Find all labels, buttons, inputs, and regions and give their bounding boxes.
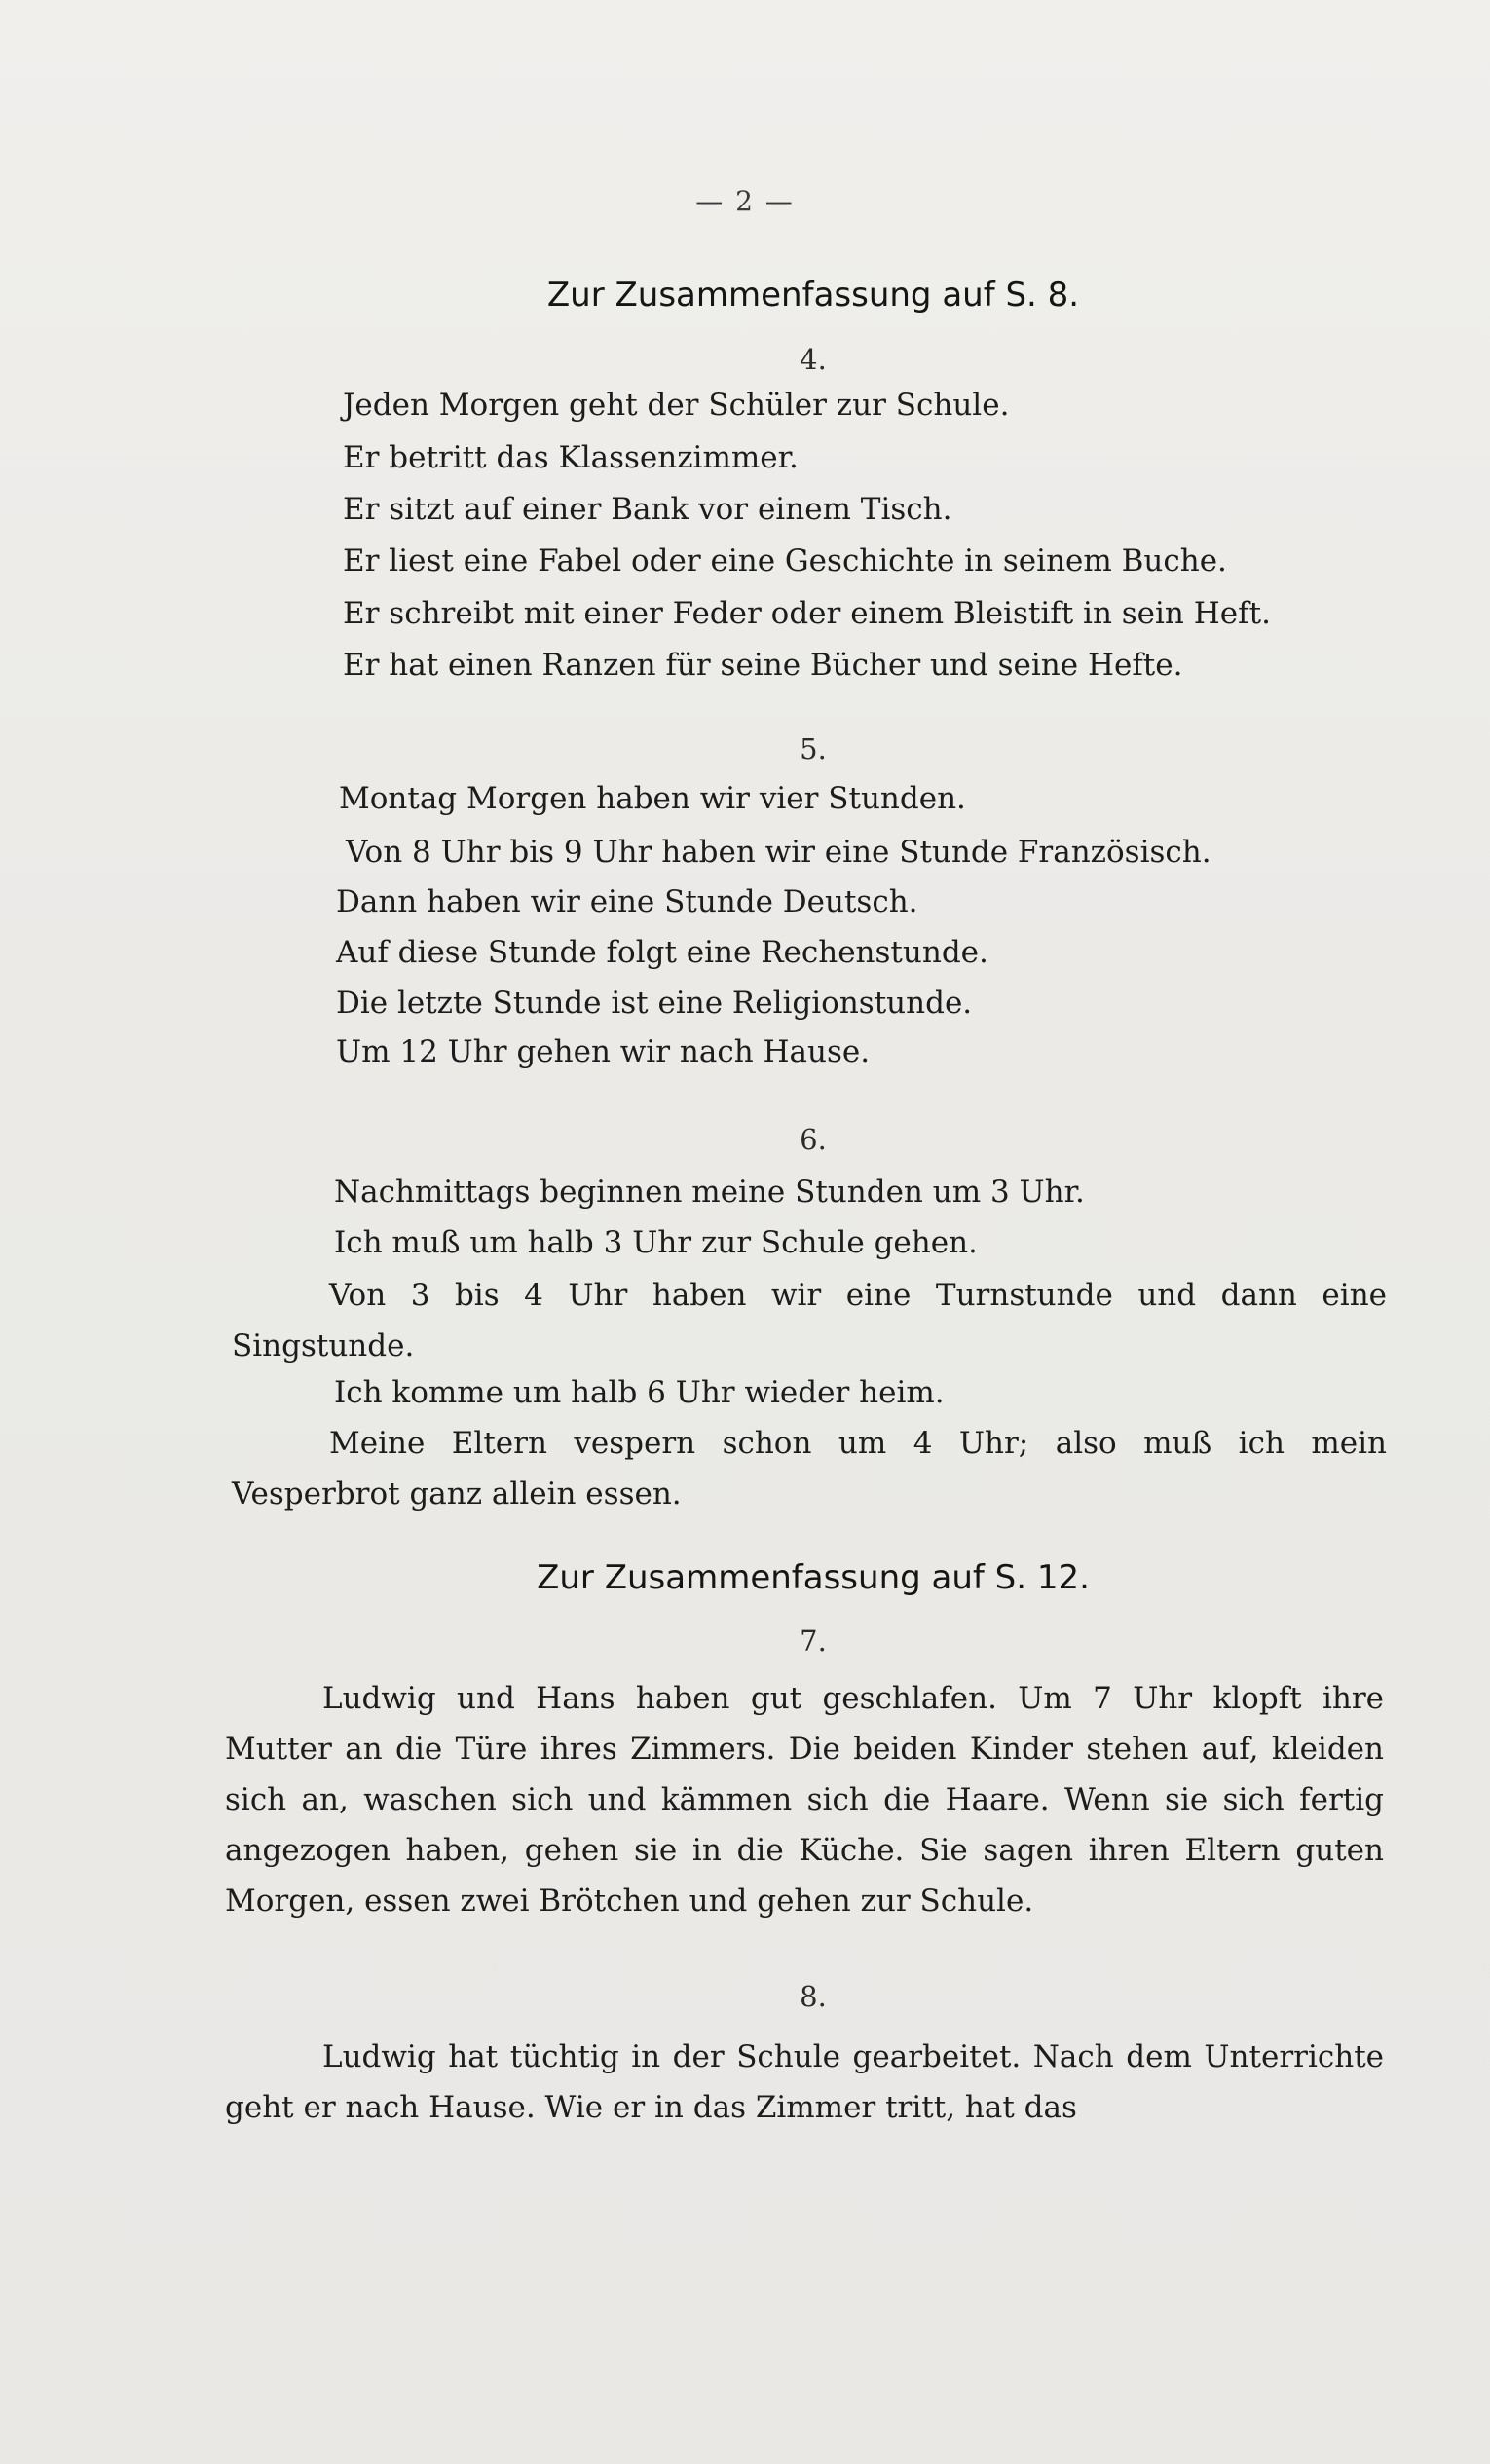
exercise-8-paragraph: Ludwig hat tüchtig in der Schule gearbeitet. Nach dem Unterrichte geht er nach Hause. Wie er in das Zimmer tritt, hat das xyxy=(225,2039,1384,2125)
exercise-5-line: Dann haben wir eine Stunde Deutsch. xyxy=(336,884,918,919)
exercise-5-line: Von 8 Uhr bis 9 Uhr haben wir eine Stunde Französisch. xyxy=(346,835,1211,870)
exercise-4-line: Er schreibt mit einer Feder oder einem Bleistift in sein Heft. xyxy=(343,596,1271,631)
section-heading-s12: Zur Zusammenfassung auf S. 12. xyxy=(537,1558,1090,1597)
page-number: — 2 — xyxy=(695,185,795,217)
exercise-5-line: Um 12 Uhr gehen wir nach Hause. xyxy=(336,1034,871,1069)
exercise-4-line: Er betritt das Klassenzimmer. xyxy=(343,440,799,475)
exercise-number-4: 4. xyxy=(800,343,827,376)
exercise-4-line: Jeden Morgen geht der Schüler zur Schule. xyxy=(343,388,1010,423)
exercise-5-line: Auf diese Stunde folgt eine Rechenstunde. xyxy=(336,935,988,970)
exercise-6-line: Ich muß um halb 3 Uhr zur Schule gehen. xyxy=(334,1225,978,1260)
exercise-4-line: Er sitzt auf einer Bank vor einem Tisch. xyxy=(343,492,952,527)
exercise-number-7: 7. xyxy=(800,1624,827,1658)
exercise-number-5: 5. xyxy=(800,732,827,765)
exercise-number-6: 6. xyxy=(800,1123,827,1156)
exercise-7-paragraph: Ludwig und Hans haben gut geschlafen. Um 7 Uhr klopft ihre Mutter an die Türe ihres Zimmers. Die beiden Kinder stehen auf, kleiden sich an, waschen sich und kämmen sich die Haare. Wenn sie sich fertig angezogen haben, gehen sie in die Küche. Sie sagen ihren Eltern guten Morgen, essen zwei Brötchen und gehen zur Schule. xyxy=(225,1681,1384,1919)
exercise-5-line: Die letzte Stunde ist eine Religionstunde. xyxy=(336,986,973,1021)
exercise-4-line: Er hat einen Ranzen für seine Bücher und seine Hefte. xyxy=(343,648,1183,683)
exercise-6-line: Nachmittags beginnen meine Stunden um 3 Uhr. xyxy=(334,1175,1085,1210)
exercise-number-8: 8. xyxy=(800,1980,827,2013)
exercise-6-paragraph: Von 3 bis 4 Uhr haben wir eine Turnstunde und dann eine Singstunde. xyxy=(232,1278,1387,1363)
section-heading-s8: Zur Zusammenfassung auf S. 8. xyxy=(546,276,1080,315)
exercise-6-paragraph: Meine Eltern vespern schon um 4 Uhr; also muß ich mein Vesperbrot ganz allein essen. xyxy=(232,1426,1387,1512)
exercise-5-line: Montag Morgen haben wir vier Stunden. xyxy=(339,781,966,816)
exercise-6-line: Ich komme um halb 6 Uhr wieder heim. xyxy=(334,1375,945,1410)
exercise-4-line: Er liest eine Fabel oder eine Geschichte in seinem Buche. xyxy=(343,543,1227,579)
